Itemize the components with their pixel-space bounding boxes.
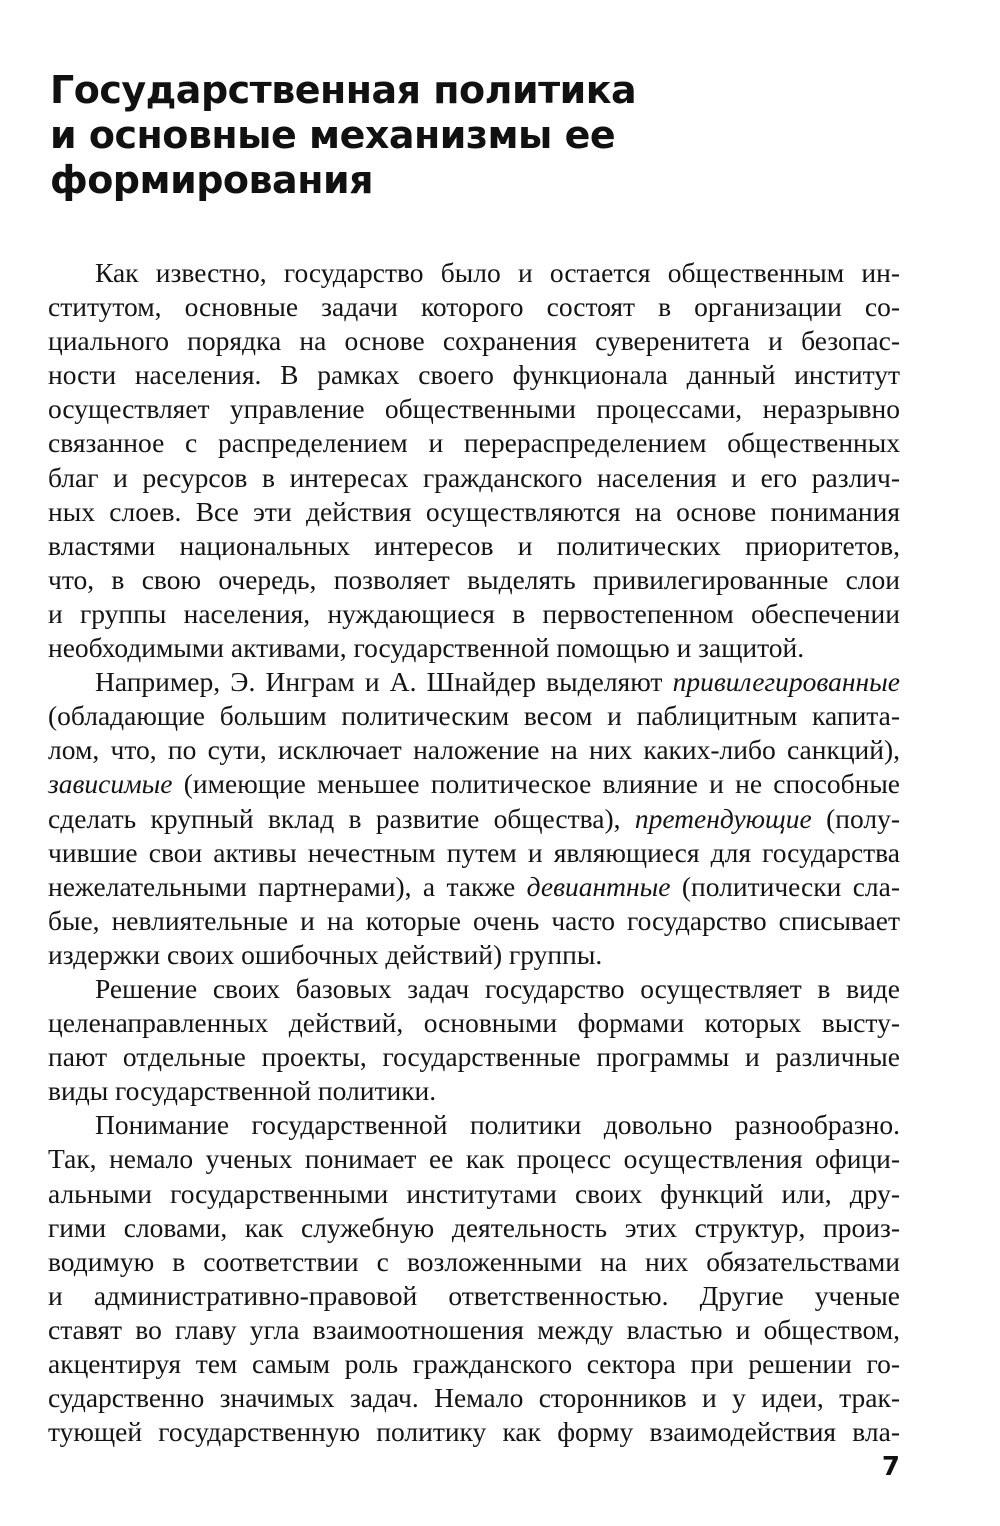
- text-line: [48, 836, 900, 870]
- text-line: [48, 461, 900, 495]
- text-line: [48, 767, 900, 801]
- text-run: водимую в соответствии с возложенными на них обязательствами: [48, 1245, 900, 1277]
- text-run: Как известно, государство было и остается общественным ин-: [95, 257, 900, 288]
- page-number: 7: [881, 1452, 900, 1482]
- text-line: [48, 1313, 900, 1347]
- text-run: необходимыми активами, государственной помощью и защитой.: [48, 632, 805, 664]
- text-line: [48, 1142, 900, 1176]
- text-run: (обладающие большим политическим весом и паблицитным капита-: [48, 700, 900, 732]
- italic-term: девиантные: [526, 870, 671, 902]
- text-line: [48, 256, 900, 290]
- text-run: альными государственными институтами своих функций или, дру-: [48, 1177, 900, 1209]
- text-run: гими словами, как служебную деятельность этих структур, произ-: [48, 1211, 900, 1243]
- text-line: [48, 1381, 900, 1415]
- chapter-title-line: и основные механизмы ее: [50, 113, 616, 157]
- text-line: [48, 324, 900, 358]
- text-line: [48, 665, 900, 699]
- text-line: [48, 290, 900, 324]
- text-line: [48, 1074, 900, 1108]
- text-run: чившие свои активы нечестным путем и являющиеся для государства: [48, 836, 900, 868]
- text-line: [48, 392, 900, 426]
- text-line: [48, 1040, 900, 1074]
- text-line: [48, 972, 900, 1006]
- text-run: тующей государственную политику как форму взаимодействия вла-: [48, 1416, 900, 1448]
- text-run: и группы населения, нуждающиеся в первостепенном обеспечении: [48, 597, 900, 629]
- chapter-title: [50, 68, 670, 203]
- italic-term: зависимые: [48, 768, 173, 800]
- text-run: Так, немало ученых понимает ее как процесс осуществления офици-: [48, 1143, 900, 1175]
- text-run: Решение своих базовых задач государство осуществляет в виде: [95, 972, 900, 1004]
- text-run: ставят во главу угла взаимоотношения между властью и обществом,: [48, 1313, 900, 1345]
- text-line: [48, 1245, 900, 1279]
- text-line: [48, 358, 900, 392]
- text-line: [48, 1006, 900, 1040]
- text-line: [48, 1415, 900, 1449]
- text-line: [48, 1279, 900, 1313]
- paragraph: [48, 972, 900, 1108]
- text-run: и административно-правовой ответственностью. Другие ученые: [48, 1279, 900, 1311]
- text-line: [48, 938, 900, 972]
- italic-term: претендующие: [634, 802, 812, 834]
- text-run: сударственно значимых задач. Немало сторонников и у идеи, трак-: [48, 1382, 900, 1414]
- text-run: ных слоев. Все эти действия осуществляются на основе понимания: [48, 495, 900, 527]
- text-run: осуществляет управление общественными процессами, неразрывно: [48, 393, 900, 425]
- paragraph: [48, 1108, 900, 1449]
- text-run: Понимание государственной политики довольно разнообразно.: [95, 1109, 900, 1141]
- text-run: издержки своих ошибочных действий) группы.: [48, 938, 603, 970]
- text-run: (имеющие меньшее политическое влияние и не способные: [172, 768, 900, 800]
- text-run: пают отдельные проекты, государственные программы и различные: [48, 1041, 900, 1073]
- text-line: [48, 426, 900, 460]
- text-run: что, в свою очередь, позволяет выделять привилегированные слои: [48, 563, 900, 595]
- text-line: [48, 699, 900, 733]
- paragraph: [48, 665, 900, 972]
- text-run: бые, невлиятельные и на которые очень часто государство списывает: [48, 904, 900, 936]
- text-run: (полу-: [811, 802, 900, 834]
- text-line: [48, 597, 900, 631]
- text-line: [48, 1108, 900, 1142]
- text-run: властями национальных интересов и политических приоритетов,: [48, 529, 900, 561]
- italic-term: привилегированные: [672, 666, 900, 698]
- text-run: нежелательными партнерами), а также: [48, 870, 527, 902]
- text-line: [48, 1211, 900, 1245]
- text-run: благ и ресурсов в интересах гражданского населения и его различ-: [48, 461, 900, 493]
- text-line: [48, 529, 900, 563]
- text-line: [48, 1177, 900, 1211]
- text-line: [48, 495, 900, 529]
- body-text: [48, 256, 900, 1449]
- text-run: (политически сла-: [670, 870, 900, 902]
- text-run: Например, Э. Инграм и А. Шнайдер выделяют: [95, 666, 673, 698]
- text-run: связанное с распределением и перераспределением общественных: [48, 427, 900, 459]
- text-line: [48, 870, 900, 904]
- text-line: [48, 802, 900, 836]
- chapter-title-line: формирования: [50, 158, 373, 202]
- text-line: [48, 904, 900, 938]
- text-run: ститутом, основные задачи которого состоят в организации со-: [48, 291, 900, 323]
- text-run: циального порядка на основе сохранения суверенитета и безопас-: [48, 325, 900, 357]
- text-run: целенаправленных действий, основными формами которых высту-: [48, 1007, 900, 1039]
- chapter-title-line: Государственная политика: [50, 68, 637, 112]
- text-line: [48, 1347, 900, 1381]
- text-line: [48, 563, 900, 597]
- text-run: акцентируя тем самым роль гражданского сектора при решении го-: [48, 1348, 900, 1379]
- text-run: ности населения. В рамках своего функционала данный институт: [48, 359, 900, 391]
- text-line: [48, 631, 900, 665]
- text-line: [48, 733, 900, 767]
- text-run: лом, что, по сути, исключает наложение на них каких-либо санкций),: [48, 734, 900, 766]
- text-run: сделать крупный вклад в развитие общества),: [48, 802, 635, 834]
- text-run: виды государственной политики.: [48, 1075, 437, 1107]
- paragraph: [48, 256, 900, 665]
